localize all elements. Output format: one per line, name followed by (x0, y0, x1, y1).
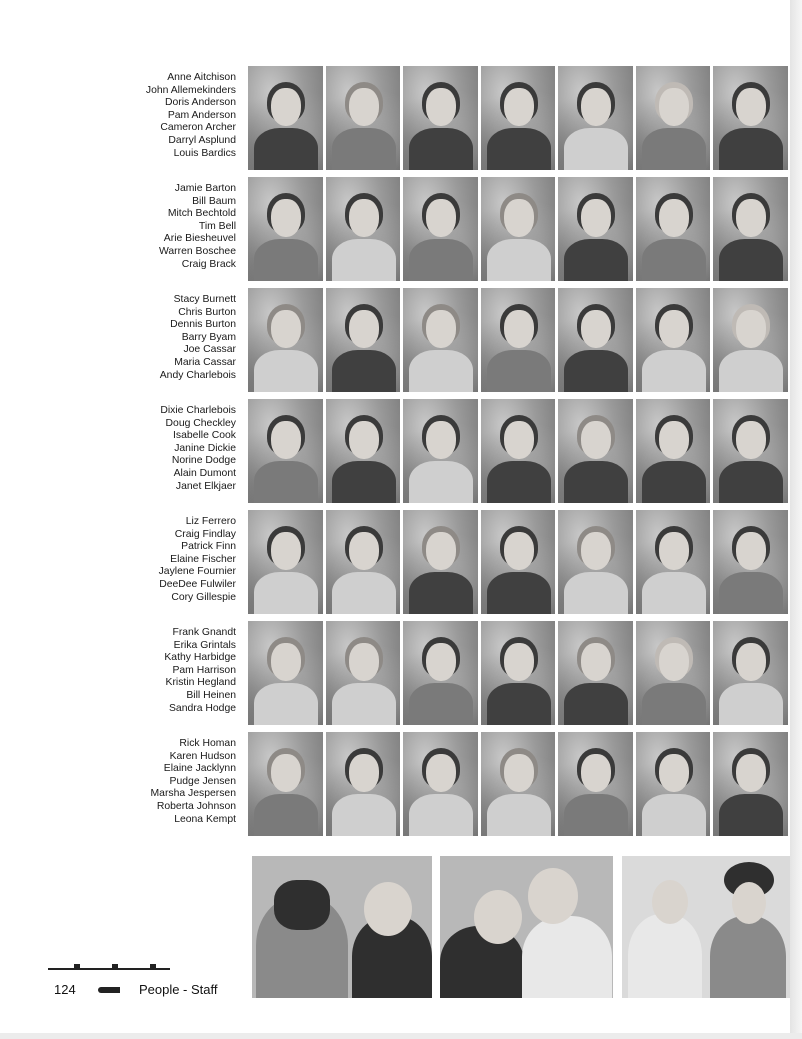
staff-portrait (326, 399, 401, 503)
staff-portrait (713, 621, 788, 725)
staff-portrait (248, 288, 323, 392)
staff-portrait (326, 621, 401, 725)
staff-portrait (248, 399, 323, 503)
name-list (110, 627, 236, 715)
staff-name: Andy Charlebois (159, 369, 236, 381)
staff-row (0, 177, 802, 281)
staff-portrait (713, 66, 788, 170)
staff-name: Liz Ferrero (185, 516, 236, 527)
staff-portrait (481, 621, 556, 725)
page-number: 124 (54, 982, 76, 997)
decorative-tick (150, 964, 156, 970)
staff-portrait (481, 732, 556, 836)
staff-name: Cory Gillespie (171, 591, 236, 603)
staff-portrait (403, 732, 478, 836)
staff-name: Karen Hudson (169, 750, 236, 762)
staff-row (0, 621, 802, 725)
staff-portrait (326, 732, 401, 836)
staff-portrait (558, 66, 633, 170)
staff-name: Pam Harrison (172, 664, 236, 676)
decorative-tick (74, 964, 80, 970)
candid-photo-wigs (622, 856, 790, 998)
name-list (110, 738, 236, 826)
staff-portrait (713, 399, 788, 503)
staff-portrait (636, 288, 711, 392)
staff-name: Warren Boschee (158, 245, 236, 257)
name-list (110, 516, 236, 604)
staff-name: Marsha Jespersen (150, 788, 236, 800)
photo-strip (248, 399, 788, 503)
staff-portrait (326, 288, 401, 392)
name-list (110, 294, 236, 382)
candid-photo-pirate (440, 856, 613, 998)
staff-portrait (636, 732, 711, 836)
staff-portrait (403, 621, 478, 725)
staff-portrait (558, 288, 633, 392)
staff-name: Stacy Burnett (173, 294, 236, 305)
staff-name: Bill Heinen (186, 689, 236, 701)
staff-name: Doris Anderson (164, 97, 236, 109)
staff-portrait (636, 510, 711, 614)
staff-portrait (326, 177, 401, 281)
staff-portrait (558, 399, 633, 503)
photo-strip (248, 288, 788, 392)
staff-row (0, 288, 802, 392)
name-list (110, 72, 236, 160)
staff-portrait (636, 177, 711, 281)
staff-name: Pam Anderson (167, 109, 236, 121)
staff-name: Kathy Harbidge (164, 652, 236, 664)
staff-portrait (403, 399, 478, 503)
staff-portrait (636, 399, 711, 503)
name-list (110, 183, 236, 271)
staff-name: Roberta Johnson (156, 800, 236, 812)
staff-portrait (403, 288, 478, 392)
candid-photo-costume-mask (252, 856, 432, 998)
staff-portrait (636, 66, 711, 170)
staff-name: Isabelle Cook (173, 430, 236, 442)
staff-name: Dennis Burton (170, 319, 236, 331)
staff-portrait (558, 621, 633, 725)
staff-name: Anne Aitchison (167, 72, 236, 83)
staff-name: Norine Dodge (171, 455, 236, 467)
staff-name: Rick Homan (179, 738, 236, 749)
staff-name: Patrick Finn (181, 541, 236, 553)
staff-name: Jamie Barton (174, 183, 236, 194)
staff-name: Bill Baum (192, 195, 236, 207)
staff-name: Elaine Jacklynn (163, 763, 236, 775)
staff-name: Joe Cassar (183, 344, 236, 356)
staff-name: Chris Burton (178, 306, 236, 318)
staff-portrait (481, 288, 556, 392)
staff-portrait (403, 66, 478, 170)
staff-name: Dixie Charlebois (160, 405, 236, 416)
staff-portrait (713, 177, 788, 281)
staff-portrait (558, 510, 633, 614)
staff-portrait (248, 510, 323, 614)
staff-name: Arie Biesheuvel (163, 233, 236, 245)
staff-name: Elaine Fischer (170, 553, 236, 565)
section-title: People - Staff (138, 982, 218, 997)
staff-portrait (326, 66, 401, 170)
staff-name: Pudge Jensen (169, 775, 236, 787)
photo-strip (248, 732, 788, 836)
staff-name: Erika Grintals (173, 639, 236, 651)
staff-portrait (558, 732, 633, 836)
photo-strip (248, 66, 788, 170)
staff-portrait (248, 732, 323, 836)
page-footer (54, 982, 218, 997)
staff-name: Sandra Hodge (168, 702, 236, 714)
photo-strip (248, 177, 788, 281)
staff-name: Janine Dickie (174, 442, 236, 454)
staff-portrait (481, 510, 556, 614)
staff-name: Louis Bardics (173, 147, 236, 159)
staff-name: Frank Gnandt (172, 627, 236, 638)
staff-portrait (326, 510, 401, 614)
staff-name: DeeDee Fulwiler (159, 578, 236, 590)
staff-name: Darryl Asplund (168, 134, 236, 146)
photo-strip (248, 510, 788, 614)
staff-name: Mitch Bechtold (167, 208, 236, 220)
staff-portrait (248, 621, 323, 725)
staff-portrait (558, 177, 633, 281)
staff-portrait (713, 732, 788, 836)
staff-name: Doug Checkley (165, 417, 236, 429)
staff-portrait (403, 510, 478, 614)
staff-portrait (636, 621, 711, 725)
staff-portrait (248, 177, 323, 281)
staff-name: Cameron Archer (160, 122, 236, 134)
staff-name: Maria Cassar (174, 356, 236, 368)
staff-portrait (481, 66, 556, 170)
name-list (110, 405, 236, 493)
photo-strip (248, 621, 788, 725)
staff-name: John Allemekinders (145, 84, 236, 96)
staff-name: Alain Dumont (173, 467, 236, 479)
staff-name: Leona Kempt (174, 813, 236, 825)
staff-portrait (713, 288, 788, 392)
staff-portrait (403, 177, 478, 281)
staff-portrait (481, 177, 556, 281)
staff-name: Kristin Hegland (165, 677, 236, 689)
staff-name: Janet Elkjaer (175, 480, 236, 492)
staff-name: Jaylene Fournier (158, 566, 236, 578)
staff-name: Tim Bell (198, 220, 236, 232)
staff-row (0, 732, 802, 836)
staff-portrait (713, 510, 788, 614)
staff-row (0, 510, 802, 614)
staff-portrait (248, 66, 323, 170)
page-bottom-edge (0, 1033, 802, 1039)
staff-portrait (481, 399, 556, 503)
decorative-tick (112, 964, 118, 970)
staff-row (0, 399, 802, 503)
staff-name: Craig Brack (181, 258, 236, 270)
staff-name: Craig Findlay (174, 528, 236, 540)
staff-row (0, 66, 802, 170)
staff-name: Barry Byam (181, 331, 236, 343)
